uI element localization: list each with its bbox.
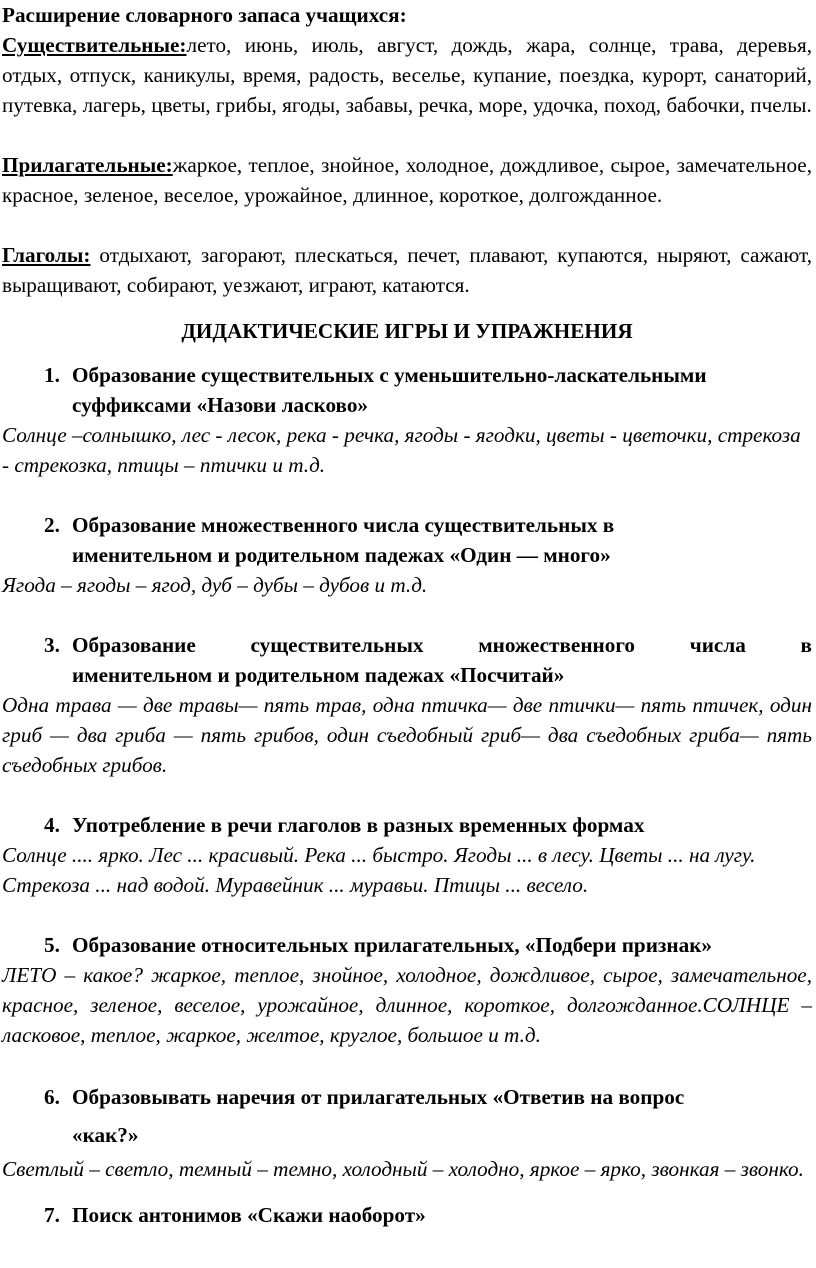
exercise-item [2, 930, 812, 1050]
exercise-title-line: суффиксами «Назови ласково» [72, 393, 369, 417]
exercise-title [2, 510, 812, 570]
exercise-title [2, 1200, 812, 1230]
exercise-number: 2. [44, 513, 60, 537]
exercise-title-line: Образование множественного числа существительных в [72, 513, 615, 537]
exercise-example: Ягода – ягоды – ягод, дуб – дубы – дубов и т.д. [2, 573, 428, 597]
verbs-label: Глаголы: [2, 243, 91, 267]
exercise-example: Одна трава — две травы— пять трав, одна птичка— две птички— пять птичек, один гриб — два гриба — пять грибов, один съедобный гриб— два съедобных гриба— пять съедобных грибов. [2, 693, 812, 777]
adjectives-label: Прилагательные: [2, 153, 173, 177]
exercise-title-line: Образовывать наречия от прилагательных «Ответив на вопрос [72, 1085, 685, 1109]
exercise-item [2, 630, 812, 780]
exercise-item [2, 360, 812, 480]
exercise-number: 6. [44, 1085, 60, 1109]
exercise-number: 4. [44, 813, 60, 837]
adjectives-paragraph [2, 150, 812, 210]
section-title: ДИДАКТИЧЕСКИЕ ИГРЫ И УПРАЖНЕНИЯ [181, 319, 633, 343]
exercise-number: 7. [44, 1203, 60, 1227]
nouns-label: Существительные: [2, 33, 187, 57]
exercise-title-line: Образование относительных прилагательных, «Подбери признак» [72, 933, 713, 957]
exercise-item [2, 1078, 812, 1184]
exercise-example: ЛЕТО – какое? жаркое, теплое, знойное, холодное, дождливое, сырое, замечательное, красное, зеленое, веселое, урожайное, длинное, короткое, долгожданное.СОЛНЦЕ – ласковое, теплое, жаркое, желтое, круглое, большое и т.д. [2, 963, 812, 1047]
exercise-number: 3. [44, 633, 60, 657]
exercise-title [2, 630, 812, 660]
exercise-title [2, 1078, 812, 1154]
exercise-example: Солнце –солнышко, лес - лесок, река - речка, ягоды - ягодки, цветы - цветочки, стрекоза - стрекозка, птицы – птички и т.д. [2, 423, 801, 477]
exercise-number: 5. [44, 933, 60, 957]
nouns-text: лето, июнь, июль, август, дождь, жара, солнце, трава, деревья, отдых, отпуск, каникулы, время, радость, веселье, купание, поездка, курорт, санаторий, путевка, лагерь, цветы, грибы, ягоды, забавы, речка, море, удочка, поход, бабочки, пчелы. [2, 33, 812, 117]
exercise-title-line: именительном и родительном падежах «Один — много» [72, 543, 611, 567]
nouns-paragraph [2, 30, 812, 120]
exercise-item [2, 810, 812, 900]
verbs-text: отдыхают, загорают, плескаться, печет, плавают, купаются, ныряют, сажают, выращивают, собирают, уезжают, играют, катаются. [2, 243, 812, 297]
exercise-title-line: именительном и родительном падежах «Посчитай» [72, 663, 565, 687]
exercise-title-line: Поиск антонимов «Скажи наоборот» [72, 1203, 426, 1227]
exercise-title-line: «как?» [72, 1123, 139, 1147]
exercise-title-line: Образование существительных с уменьшительно-ласкательными [72, 363, 707, 387]
exercise-title [2, 810, 812, 840]
verbs-paragraph [2, 240, 812, 300]
exercise-item [2, 510, 812, 600]
exercise-title [2, 930, 812, 960]
exercise-example: Светлый – светло, темный – темно, холодный – холодно, яркое – ярко, звонкая – звонко. [2, 1157, 804, 1181]
exercise-example: Солнце .... ярко. Лес ... красивый. Река ... быстро. Ягоды ... в лесу. Цветы ... на лугу. Стрекоза ... над водой. Муравейник ... муравьи. Птицы ... весело. [2, 843, 756, 897]
vocab-title: Расширение словарного запаса учащихся: [2, 3, 407, 27]
adjectives-text: жаркое, теплое, знойное, холодное, дождливое, сырое, замечательное, красное, зеленое, веселое, урожайное, длинное, короткое, долгожданное. [2, 153, 812, 207]
exercise-title [2, 360, 812, 420]
exercise-item [2, 1200, 812, 1230]
exercise-title-line: Образование существительных множественного числа в [72, 633, 812, 657]
exercise-title-line: Употребление в речи глаголов в разных временных формах [72, 813, 645, 837]
exercise-number: 1. [44, 363, 60, 387]
